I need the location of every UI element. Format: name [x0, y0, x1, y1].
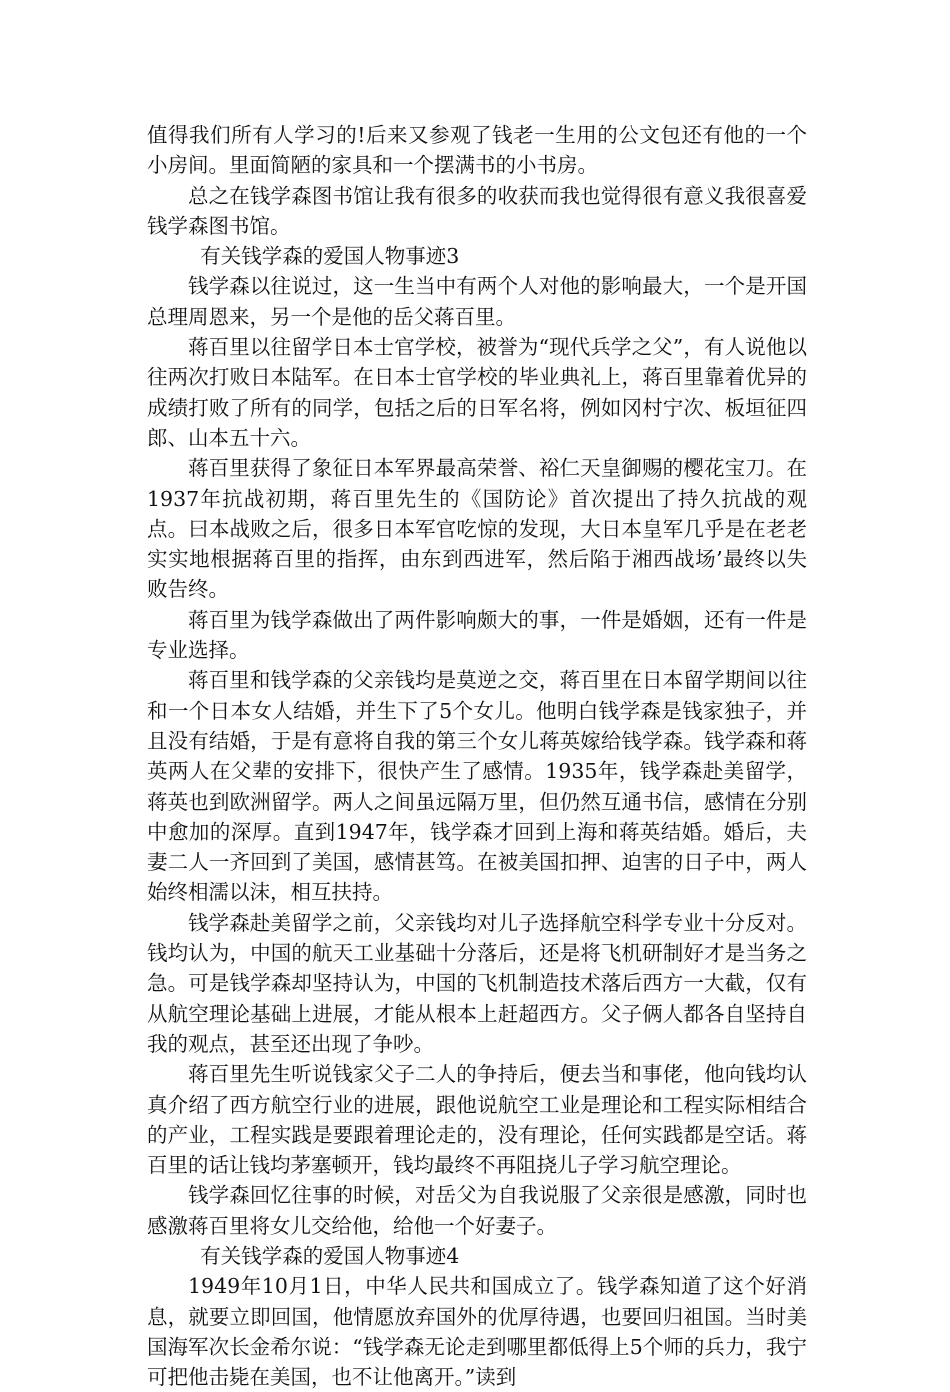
section-heading-3: 有关钱学森的爱国人物事迹3 — [200, 244, 460, 269]
paragraph-two-matters: 蒋百里为钱学森做出了两件影响颇大的事，一件是婚姻，还有一件是专业选择。 — [147, 607, 807, 663]
paragraph-library-summary: 总之在钱学森图书馆让我有很多的收获而我也觉得很有意义我很喜爱钱学森图书馆。 — [147, 183, 807, 238]
paragraph-return-home: 1949年10月1日，中华人民共和国成立了。钱学森知道了这个好消息，就要立即回国，他情愿放弃国外的优厚待遇，也要回归祖国。当时美国海军次长金希尔说：“钱学森无论走到哪里都低得上5个师的兵力，我宁可把他击毙在美国，也不让他离开。”读到 — [147, 1274, 807, 1390]
paragraph-mediation: 蒋百里先生听说钱家父子二人的争持后，便去当和事佬，他向钱均认真介绍了西方航空行业的进展，跟他说航空工业是理论和工程实际相结合的产业，工程实践是要跟着理论走的，没有理论，任何实践都是空话。蒋百里的话让钱均茅塞顿开，钱均最终不再阻挠儿子学习航空理论。 — [147, 1062, 807, 1178]
paragraph-gratitude: 钱学森回忆往事的时候，对岳父为自我说服了父亲很是感激，同时也感激蒋百里将女儿交给他，给他一个好妻子。 — [147, 1183, 807, 1238]
paragraph-marriage: 蒋百里和钱学森的父亲钱均是莫逆之交，蒋百里在日本留学期间以往和一个日本女人结婚，并生下了5个女儿。他明白钱学森是钱家独子，并且没有结婚，于是有意将自我的第三个女儿蒋英嫁给钱学森。钱学森和蒋英两人在父辈的安排下，很快产生了感情。1935年，钱学森赴美留学，蒋英也到欧洲留学。两人之间虽远隔万里，但仍然互通书信，感情在分别中愈加的深厚。直到1947年，钱学森才回到上海和蒋英结婚。婚后，夫妻二人一齐回到了美国，感情甚笃。在被美国扣押、迫害的日子中，两人始终相濡以沫，相互扶持。 — [147, 668, 807, 905]
document-body — [147, 120, 807, 1392]
paragraph-continuation: 值得我们所有人学习的!后来又参观了钱老一生用的公文包还有他的一个小房间。里面简陋的家具和一个摆满书的小书房。 — [147, 123, 807, 178]
paragraph-jiang-baili-study: 蒋百里以往留学日本士官学校，被誉为“现代兵学之父”，有人说他以往两次打败日本陆军。在日本士官学校的毕业典礼上，蒋百里靠着优异的成绩打败了所有的同学，包括之后的日军名将，例如冈村宁次、板垣征四郎、山本五十六。 — [147, 335, 807, 450]
paragraph-influences: 钱学森以往说过，这一生当中有两个人对他的影响最大，一个是开国总理周恩来，另一个是他的岳父蒋百里。 — [147, 274, 807, 329]
section-heading-4: 有关钱学森的爱国人物事迹4 — [200, 1243, 460, 1268]
paragraph-major-choice: 钱学森赴美留学之前，父亲钱均对儿子选择航空科学专业十分反对。钱均认为，中国的航天工业基础十分落后，还是将飞机研制好才是当务之急。可是钱学森却坚持认为，中国的飞机制造技术落后西方一大截，仅有从航空理论基础上进展，才能从根本上赶超西方。父子俩人都各自坚持自我的观点，甚至还出现了争吵。 — [147, 910, 807, 1056]
paragraph-jiang-baili-sword: 蒋百里获得了象征日本军界最高荣誉、裕仁天皇御赐的樱花宝刀。在1937年抗战初期，蒋百里先生的《国防论》首次提出了持久抗战的观点。曰本战败之后，很多日本军官吃惊的发现，大日本皇军几乎是在老老实实地根据蒋百里的指挥，由东到西进军，然后陷于湘西战场’最终以失败告终。 — [147, 456, 807, 602]
